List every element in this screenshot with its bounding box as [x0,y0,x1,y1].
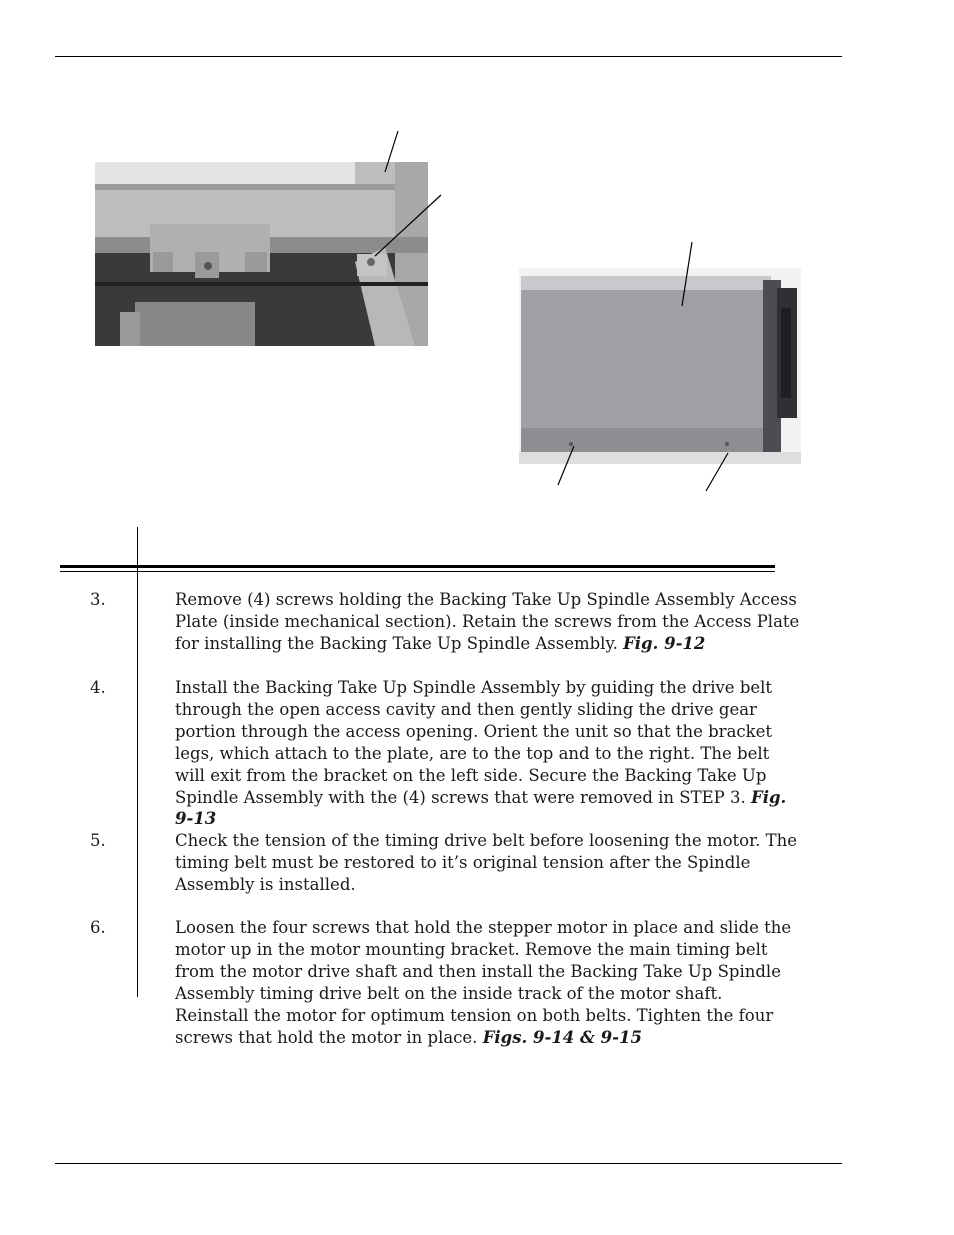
step-number: 4. [90,678,106,697]
step-instruction [175,589,800,655]
step-text: Check the tension of the timing drive belt before loosening the motor. The timing belt must be restored to it’s original tension after the Spindle Assembly is installed. [175,831,798,894]
step-text: Loosen the four screws that hold the stepper motor in place and slide the motor up in the motor mounting bracket. Remove the main timing belt from the motor drive shaft and then install the Backing Take Up Spindle Assembly timing drive belt on the inside track of the motor shaft. Reinstall the motor for optimum tension on both belts. Tighten the four screws that hold the motor in place. [175,918,792,1047]
table-top-rule-thin [60,571,775,572]
column-divider [137,527,138,997]
table-top-rule-thick [60,565,775,568]
step-number: 3. [90,590,106,609]
step-text: Remove (4) screws holding the Backing Take Up Spindle Assembly Access Plate (inside mechanical section). Retain the screws from the Access Plate for installing the Backing Take Up Spindle Assembly. [175,590,800,653]
step-number: 5. [90,831,106,850]
figure-reference: Figs. 9-14 & 9-15 [482,1027,642,1047]
step-instruction [175,917,800,1048]
step-instruction [175,677,800,830]
figure-reference: Fig. 9-13 [175,787,787,829]
figure-reference: Fig. 9-12 [623,633,706,653]
step-number: 6. [90,918,106,937]
step-instruction [175,830,800,896]
step-text: Install the Backing Take Up Spindle Assembly by guiding the drive belt through the open access cavity and then gently sliding the drive gear portion through the access opening. Orient the unit so that the bracket legs, which attach to the plate, are to the top and to the right. The belt will exit from the bracket on the left side. Secure the Backing Take Up Spindle Assembly with the (4) screws that were removed in STEP 3. [175,678,773,807]
